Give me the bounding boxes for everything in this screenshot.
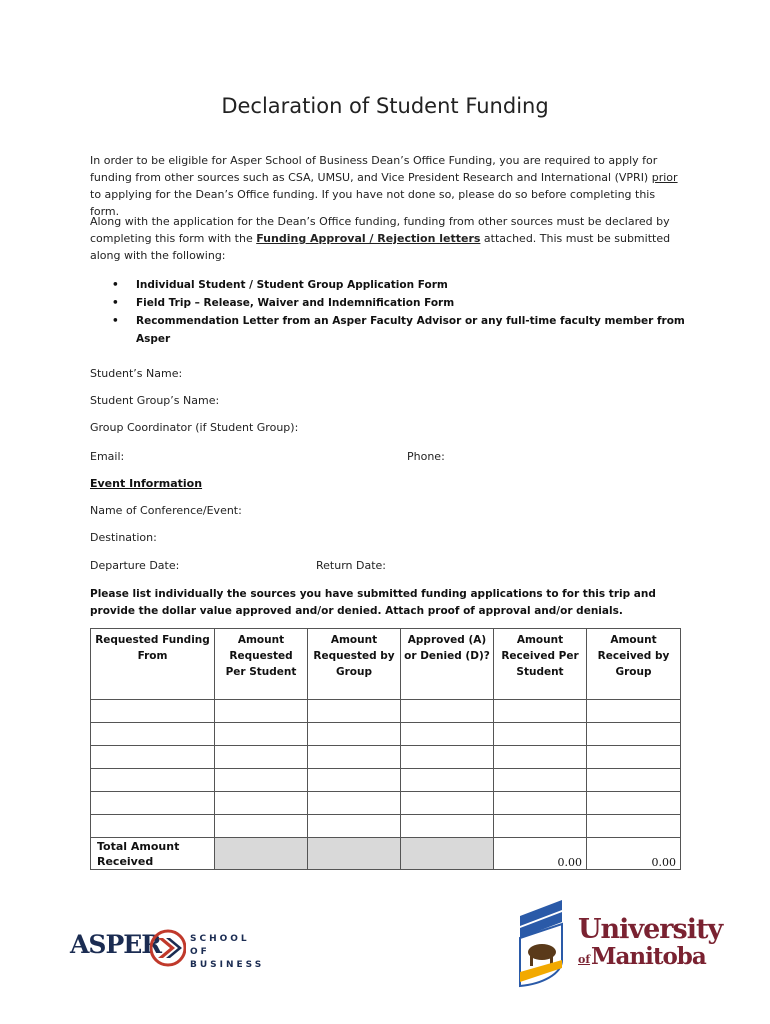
table-cell[interactable] [308,746,401,769]
list-item [90,276,690,294]
university-of-manitoba-logo [516,898,723,988]
asper-line: SCHOOL OF [190,934,250,957]
table-cell[interactable] [587,700,681,723]
header-line: Amount [237,634,285,646]
table-cell[interactable] [587,792,681,815]
header-line: Group [335,666,372,678]
table-cell[interactable] [494,792,587,815]
table-row [91,700,681,723]
header-amount-received-by-group [587,629,681,700]
intro-text: In order to be eligible for Asper School of Business Dean’s Office Funding, you are required to apply for funding from other sources such as CSA, UMSU, and Vice President Research and International (VPRI) [90,154,658,184]
asper-chevron-icon [150,928,186,968]
intro-paragraph-2 [90,213,680,264]
departure-date-label[interactable]: Departure Date: [90,559,180,572]
group-coordinator-label[interactable]: Group Coordinator (if Student Group): [90,421,299,434]
destination-label[interactable]: Destination: [90,531,157,544]
table-row [91,769,681,792]
header-amount-requested-by-group [308,629,401,700]
asper-logo [70,928,270,972]
table-cell[interactable] [308,723,401,746]
table-cell[interactable] [308,792,401,815]
header-line: Received Per [501,650,579,662]
table-cell[interactable] [215,769,308,792]
table-row [91,792,681,815]
table-cell[interactable] [401,815,494,838]
header-line: or Denied (D)? [404,650,490,662]
table-cell[interactable] [587,723,681,746]
table-cell[interactable] [308,815,401,838]
header-approved-or-denied [401,629,494,700]
um-university-text: University [578,914,723,945]
table-cell[interactable] [215,815,308,838]
funding-instructions: Please list individually the sources you have submitted funding applications to for this trip and provide the dollar value approved and/or denied. Attach proof of approval and/or denials. [90,588,656,617]
table-cell[interactable] [91,746,215,769]
total-label-line: Received [97,854,154,868]
header-amount-requested-per-student [215,629,308,700]
requirement-text: Field Trip – Release, Waiver and Indemnification Form [136,297,455,309]
asper-wordmark: ASPER [70,930,162,959]
student-name-label[interactable]: Student’s Name: [90,367,183,380]
conference-name-label[interactable]: Name of Conference/Event: [90,504,242,517]
table-cell[interactable] [91,700,215,723]
bullet-icon: • [112,315,119,327]
table-row [91,723,681,746]
table-cell[interactable] [401,792,494,815]
table-cell[interactable] [215,792,308,815]
group-name-label[interactable]: Student Group’s Name: [90,394,220,407]
header-amount-received-per-student [494,629,587,700]
header-line: Amount [516,634,564,646]
table-cell[interactable] [401,746,494,769]
table-cell[interactable] [91,769,215,792]
intro-text: Along with the application for the Dean’s Office funding, funding from other sources must be declared by completing this form with the [90,215,670,245]
page-title: Declaration of Student Funding [221,94,549,118]
header-requested-funding-from [91,629,215,700]
phone-label[interactable]: Phone: [407,450,445,463]
header-line: Group [615,666,652,678]
table-cell[interactable] [494,815,587,838]
requirements-list [90,276,690,348]
table-cell[interactable] [215,746,308,769]
requirement-text: Individual Student / Student Group Application Form [136,279,448,291]
header-line: Per Student [225,666,297,678]
header-line: Requested Funding [95,634,210,646]
total-amount-received-label [91,838,215,870]
header-line: Student [516,666,564,678]
bullet-icon: • [112,297,119,309]
total-received-per-student[interactable]: 0.00 [494,838,587,870]
total-approved-denied-cell [401,838,494,870]
table-cell[interactable] [401,769,494,792]
total-requested-by-group-cell [308,838,401,870]
table-cell[interactable] [215,723,308,746]
table-cell[interactable] [215,700,308,723]
header-line: Amount [330,634,378,646]
intro-paragraph-1 [90,152,680,220]
table-total-row [91,838,681,870]
table-cell[interactable] [587,815,681,838]
funding-table [90,628,681,870]
header-line: Approved (A) [407,634,487,646]
asper-school-of-business [190,933,270,972]
table-cell[interactable] [91,815,215,838]
table-cell[interactable] [494,746,587,769]
header-line: Requested [229,650,293,662]
header-line: Amount [610,634,657,646]
email-label[interactable]: Email: [90,450,125,463]
header-line: Requested by [313,650,395,662]
table-body [91,700,681,838]
total-received-by-group[interactable]: 0.00 [587,838,681,870]
um-of-text: of [578,953,591,966]
table-cell[interactable] [494,700,587,723]
table-cell[interactable] [91,723,215,746]
table-cell[interactable] [401,700,494,723]
prior-emphasis: prior [651,171,678,184]
list-item [90,294,690,312]
table-cell[interactable] [91,792,215,815]
table-cell[interactable] [494,723,587,746]
table-row [91,746,681,769]
table-cell[interactable] [401,723,494,746]
table-cell[interactable] [587,769,681,792]
intro-text: to applying for the Dean’s Office funding. If you have not done so, please do so before completing this form. [90,188,656,218]
funding-letters-emphasis: Funding Approval / Rejection letters [256,232,481,245]
header-line: From [137,650,168,662]
header-line: Received by [597,650,670,662]
table-cell[interactable] [494,769,587,792]
total-requested-per-student-cell [215,838,308,870]
table-cell[interactable] [587,746,681,769]
total-label-line: Total Amount [97,839,180,853]
event-information-heading: Event Information [90,477,203,490]
return-date-label[interactable]: Return Date: [316,559,386,572]
um-manitoba-text: Manitoba [591,943,706,970]
um-crest-icon [516,898,572,988]
intro-text: attached. This must be submitted along with the following: [90,232,671,262]
requirement-text: Recommendation Letter from an Asper Faculty Advisor or any full-time faculty member from Asper [136,315,685,345]
table-cell[interactable] [308,700,401,723]
bullet-icon: • [112,279,119,291]
list-item [90,312,690,348]
table-row [91,815,681,838]
table-cell[interactable] [308,769,401,792]
asper-line: BUSINESS [190,960,265,970]
table-header-row [91,629,681,700]
